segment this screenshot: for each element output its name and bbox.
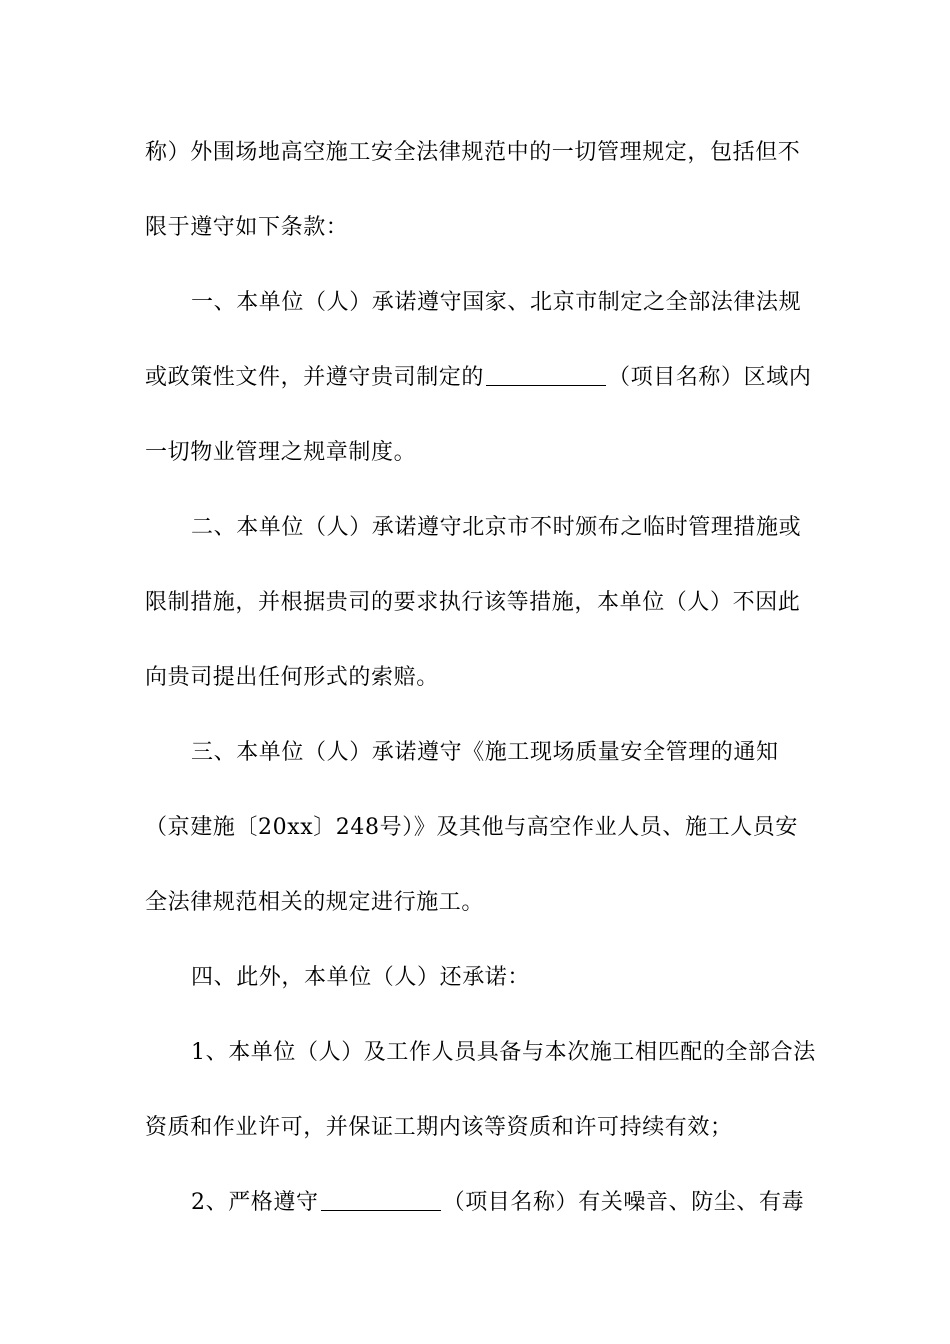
- line-text: 2、严格遵守: [191, 1190, 319, 1215]
- sub-clause-2-line: [191, 1188, 811, 1218]
- clause-1-line: [191, 288, 811, 318]
- clause-2-line: [191, 513, 811, 543]
- line-text: （项目名称）有关噪音、防尘、有毒: [442, 1190, 805, 1215]
- line-text: （京建施〔20xx〕248号）》及其他与高空作业人员、施工人员安: [145, 815, 799, 840]
- clause-4-line: [191, 963, 811, 993]
- line-text: 称）外围场地高空施工安全法律规范中的一切管理规定，包括但不: [145, 140, 801, 165]
- paragraph-line: [145, 1113, 810, 1143]
- sub-clause-1-line: [191, 1038, 816, 1068]
- paragraph-line: [145, 813, 810, 843]
- line-text: 或政策性文件，并遵守贵司制定的: [145, 365, 485, 390]
- line-text: 三、本单位（人）承诺遵守《施工现场质量安全管理的通知: [191, 740, 779, 765]
- paragraph-line: [145, 588, 810, 618]
- line-text: 一切物业管理之规章制度。: [145, 440, 417, 465]
- line-text: 四、此外，本单位（人）还承诺：: [191, 965, 531, 990]
- paragraph-line: [145, 213, 810, 243]
- line-text: （项目名称）区域内: [608, 365, 812, 390]
- paragraph-line: [145, 663, 810, 693]
- fill-in-blank: [486, 365, 606, 386]
- line-text: 1、本单位（人）及工作人员具备与本次施工相匹配的全部合法: [191, 1040, 816, 1065]
- fill-in-blank: [321, 1190, 441, 1211]
- line-text: 限制措施，并根据贵司的要求执行该等措施，本单位（人）不因此: [145, 590, 801, 615]
- line-text: 二、本单位（人）承诺遵守北京市不时颁布之临时管理措施或: [191, 515, 802, 540]
- line-text: 限于遵守如下条款：: [145, 215, 349, 240]
- line-text: 一、本单位（人）承诺遵守国家、北京市制定之全部法律法规: [191, 290, 802, 315]
- clause-3-line: [191, 738, 811, 768]
- paragraph-line: [145, 438, 810, 468]
- line-text: 向贵司提出任何形式的索赔。: [145, 665, 439, 690]
- line-text: 全法律规范相关的规定进行施工。: [145, 890, 485, 915]
- paragraph-line: [145, 363, 810, 393]
- paragraph-line: [145, 888, 810, 918]
- paragraph-line: [145, 138, 810, 168]
- line-text: 资质和作业许可，并保证工期内该等资质和许可持续有效；: [145, 1115, 733, 1140]
